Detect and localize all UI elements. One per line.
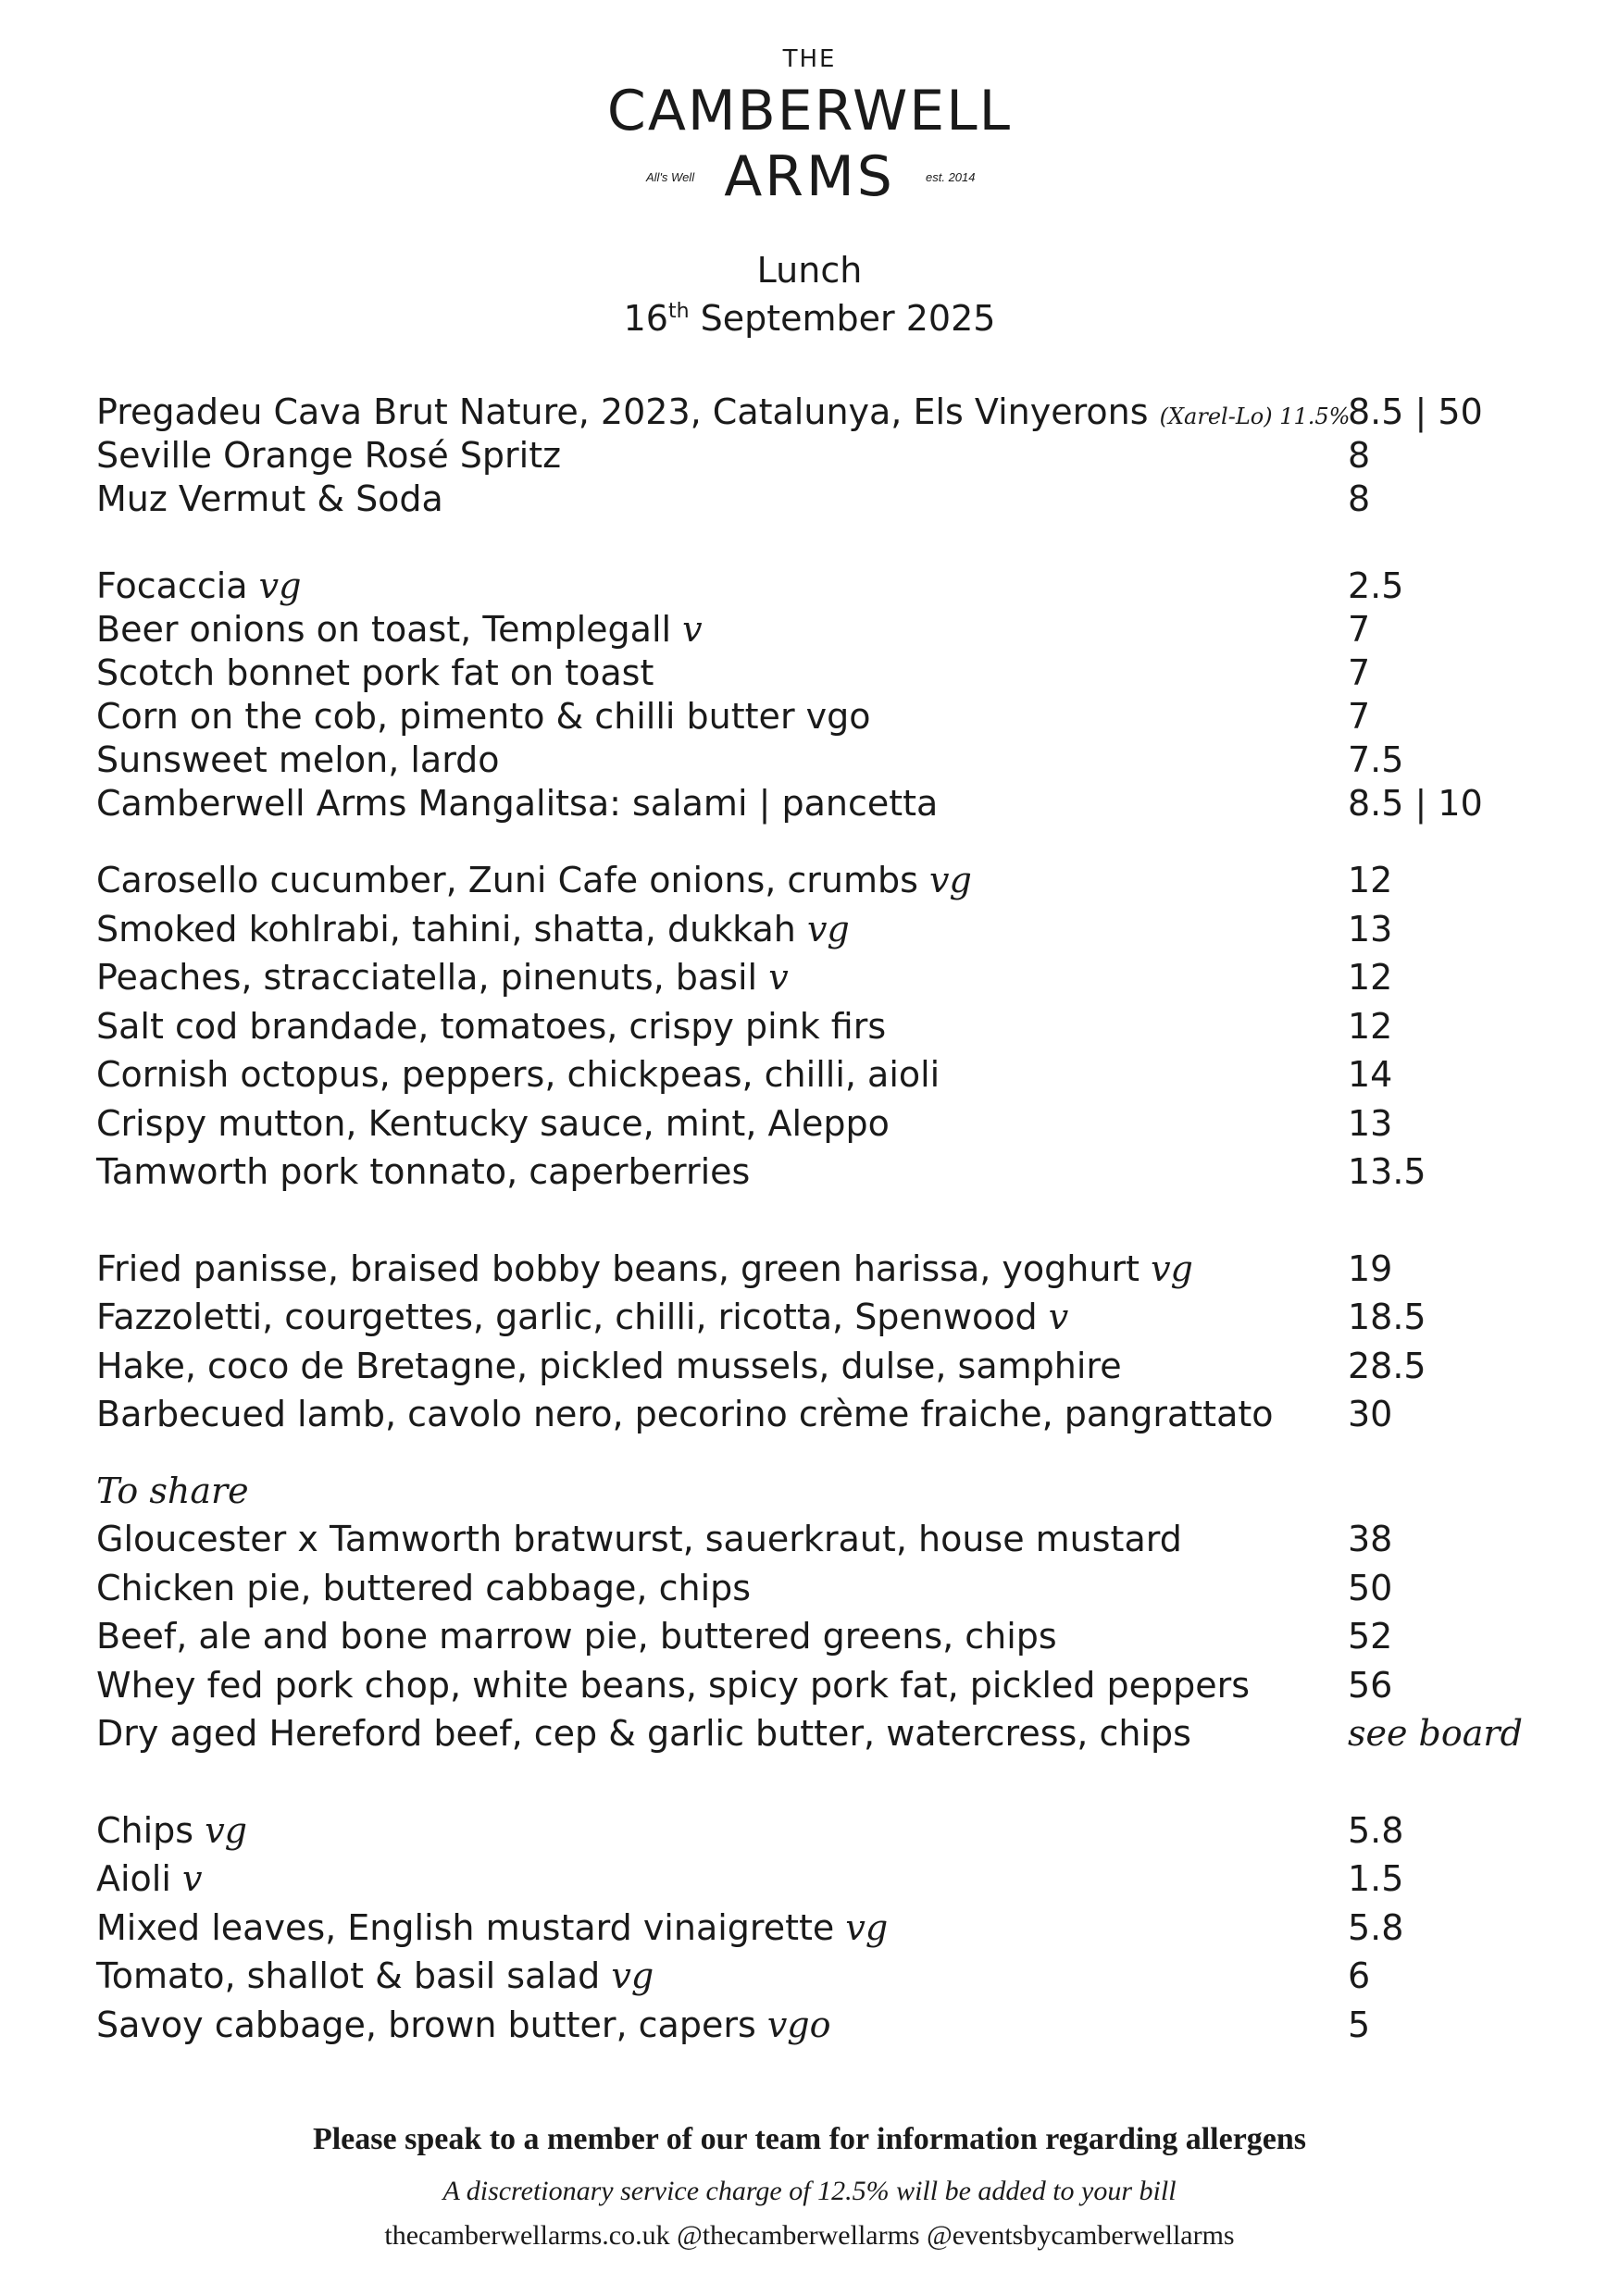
item-price: 19 — [1348, 1247, 1393, 1289]
item-name: Hake, coco de Bretagne, pickled mussels, dulse, samphire — [96, 1345, 1122, 1386]
item-name: Mixed leaves, English mustard vinaigrette — [96, 1906, 835, 1948]
item-price: 13 — [1348, 908, 1393, 949]
menu-item — [96, 1661, 1577, 1710]
diet-label: v — [182, 1858, 203, 1899]
menu-item — [96, 1952, 1577, 2001]
item-price: 13.5 — [1348, 1151, 1426, 1192]
item-price: see board — [1348, 1713, 1523, 1754]
diet-label: vg — [806, 908, 850, 949]
item-name: Fried panisse, braised bobby beans, green harissa, yoghurt — [96, 1247, 1140, 1289]
menu-item — [96, 1390, 1577, 1439]
item-price: 7 — [1348, 652, 1371, 693]
menu-item — [96, 1099, 1577, 1148]
item-price: 5.8 — [1348, 1906, 1404, 1948]
mains-section — [96, 1245, 1577, 1439]
item-name: Pregadeu Cava Brut Nature, 2023, Catalunya, Els Vinyerons — [96, 391, 1149, 432]
meal-title: Lunch — [756, 250, 863, 291]
social-links: thecamberwellarms.co.uk @thecamberwellarms @eventsbycamberwellarms — [384, 2220, 1235, 2251]
item-price: 14 — [1348, 1054, 1393, 1095]
item-name: Camberwell Arms Mangalitsa: salami | pancetta — [96, 783, 939, 824]
diet-label: vg — [205, 1809, 247, 1851]
item-name: Cornish octopus, peppers, chickpeas, chilli, aioli — [96, 1054, 940, 1095]
item-price: 7 — [1348, 696, 1371, 737]
item-name: Beef, ale and bone marrow pie, buttered greens, chips — [96, 1616, 1057, 1657]
menu-item — [96, 1709, 1577, 1758]
menu-item — [96, 1293, 1577, 1342]
diet-label: vg — [611, 1955, 654, 1996]
small-plates-section — [96, 856, 1577, 1197]
logo-arms: ARMS — [724, 144, 895, 209]
menu-item — [96, 1245, 1577, 1294]
to-share-heading: To share — [96, 1470, 249, 1511]
logo-name: CAMBERWELL — [606, 79, 1013, 143]
menu-date: 16th September 2025 — [623, 298, 996, 339]
menu-item — [96, 434, 1577, 478]
item-name: Barbecued lamb, cavolo nero, pecorino crème fraiche, pangrattato — [96, 1394, 1274, 1434]
item-price: 18.5 — [1348, 1297, 1426, 1337]
diet-label: vg — [929, 860, 972, 900]
menu-heading — [0, 246, 1619, 342]
menu-item — [96, 478, 1577, 521]
item-name: Aioli — [96, 1858, 171, 1899]
item-price: 56 — [1348, 1664, 1393, 1706]
menu-item — [96, 1515, 1577, 1564]
item-name: Muz Vermut & Soda — [96, 478, 443, 519]
menu-item — [96, 2001, 1577, 2050]
item-name: Corn on the cob, pimento & chilli butter vgo — [96, 696, 871, 737]
menu-item — [96, 1002, 1577, 1051]
menu-item — [96, 1612, 1577, 1661]
item-name: Crispy mutton, Kentucky sauce, mint, Aleppo — [96, 1102, 890, 1144]
diet-label: vg — [845, 1906, 889, 1948]
item-price: 2.5 — [1348, 565, 1404, 606]
item-name: Fazzoletti, courgettes, garlic, chilli, ricotta, Spenwood — [96, 1297, 1038, 1337]
item-name: Sunsweet melon, lardo — [96, 739, 500, 780]
menu-item — [96, 565, 1577, 608]
item-price: 1.5 — [1348, 1858, 1404, 1899]
menu-item — [96, 652, 1577, 695]
item-name: Seville Orange Rosé Spritz — [96, 435, 562, 476]
item-name: Peaches, stracciatella, pinenuts, basil — [96, 957, 758, 998]
menu-item — [96, 1148, 1577, 1197]
item-price: 6 — [1348, 1955, 1371, 1996]
item-name: Savoy cabbage, brown butter, capers — [96, 2004, 756, 2045]
menu-item — [96, 738, 1577, 782]
item-name: Gloucester x Tamworth bratwurst, sauerkraut, house mustard — [96, 1519, 1182, 1559]
diet-label: v — [682, 609, 703, 650]
item-price: 7.5 — [1348, 739, 1404, 780]
item-price: 12 — [1348, 860, 1393, 900]
diet-label: vg — [1151, 1247, 1193, 1289]
menu-item — [96, 782, 1577, 825]
menu-item — [96, 695, 1577, 738]
menu-list — [96, 391, 1577, 2049]
sides-section — [96, 1806, 1577, 2050]
menu-item — [96, 391, 1577, 434]
item-note: (Xarel-Lo) 11.5% — [1159, 403, 1351, 429]
item-price: 30 — [1348, 1394, 1393, 1434]
item-price: 50 — [1348, 1567, 1393, 1608]
item-price: 12 — [1348, 1005, 1393, 1047]
menu-item — [96, 856, 1577, 905]
drinks-section — [96, 391, 1577, 521]
item-price: 8.5 | 50 — [1348, 391, 1483, 432]
menu-item — [96, 1342, 1577, 1391]
to-share-section — [96, 1467, 1577, 1758]
menu-item — [96, 953, 1577, 1002]
item-name: Chips — [96, 1809, 194, 1851]
item-name: Salt cod brandade, tomatoes, crispy pink firs — [96, 1005, 887, 1047]
item-name: Focaccia — [96, 565, 248, 606]
service-charge-notice: A discretionary service charge of 12.5% will be added to your bill — [442, 2176, 1177, 2206]
item-name: Chicken pie, buttered cabbage, chips — [96, 1567, 752, 1608]
item-price: 5.8 — [1348, 1809, 1404, 1851]
item-price: 8 — [1348, 478, 1371, 519]
menu-item — [96, 1050, 1577, 1099]
menu-item — [96, 1904, 1577, 1953]
item-price: 8.5 | 10 — [1348, 783, 1483, 824]
logo-tagline-right: est. 2014 — [926, 170, 976, 184]
item-name: Tomato, shallot & basil salad — [96, 1955, 601, 1996]
item-name: Dry aged Hereford beef, cep & garlic butter, watercress, chips — [96, 1713, 1191, 1754]
logo — [0, 43, 1619, 209]
menu-item — [96, 608, 1577, 652]
allergen-notice: Please speak to a member of our team for information regarding allergens — [312, 2122, 1307, 2156]
snacks-section — [96, 565, 1577, 825]
menu-item — [96, 905, 1577, 954]
item-name: Whey fed pork chop, white beans, spicy pork fat, pickled peppers — [96, 1664, 1251, 1706]
item-price: 13 — [1348, 1102, 1393, 1144]
item-price: 38 — [1348, 1519, 1393, 1559]
item-price: 12 — [1348, 957, 1393, 998]
menu-item — [96, 1806, 1577, 1855]
item-name: Smoked kohlrabi, tahini, shatta, dukkah — [96, 908, 796, 949]
item-price: 5 — [1348, 2004, 1371, 2045]
item-name: Beer onions on toast, Templegall — [96, 609, 672, 650]
item-price: 7 — [1348, 609, 1371, 650]
item-price: 28.5 — [1348, 1345, 1426, 1386]
item-name: Tamworth pork tonnato, caperberries — [96, 1151, 751, 1192]
item-price: 8 — [1348, 435, 1371, 476]
menu-item — [96, 1564, 1577, 1613]
item-name: Carosello cucumber, Zuni Cafe onions, crumbs — [96, 860, 918, 900]
diet-label: vg — [258, 565, 302, 606]
item-price: 52 — [1348, 1616, 1393, 1657]
diet-label: vgo — [766, 2004, 831, 2045]
diet-label: v — [768, 957, 789, 998]
logo-the: THE — [782, 45, 837, 73]
diet-label: v — [1048, 1297, 1069, 1337]
item-name: Scotch bonnet pork fat on toast — [96, 652, 654, 693]
logo-tagline-left: All's Well — [646, 170, 695, 184]
menu-item — [96, 1855, 1577, 1904]
